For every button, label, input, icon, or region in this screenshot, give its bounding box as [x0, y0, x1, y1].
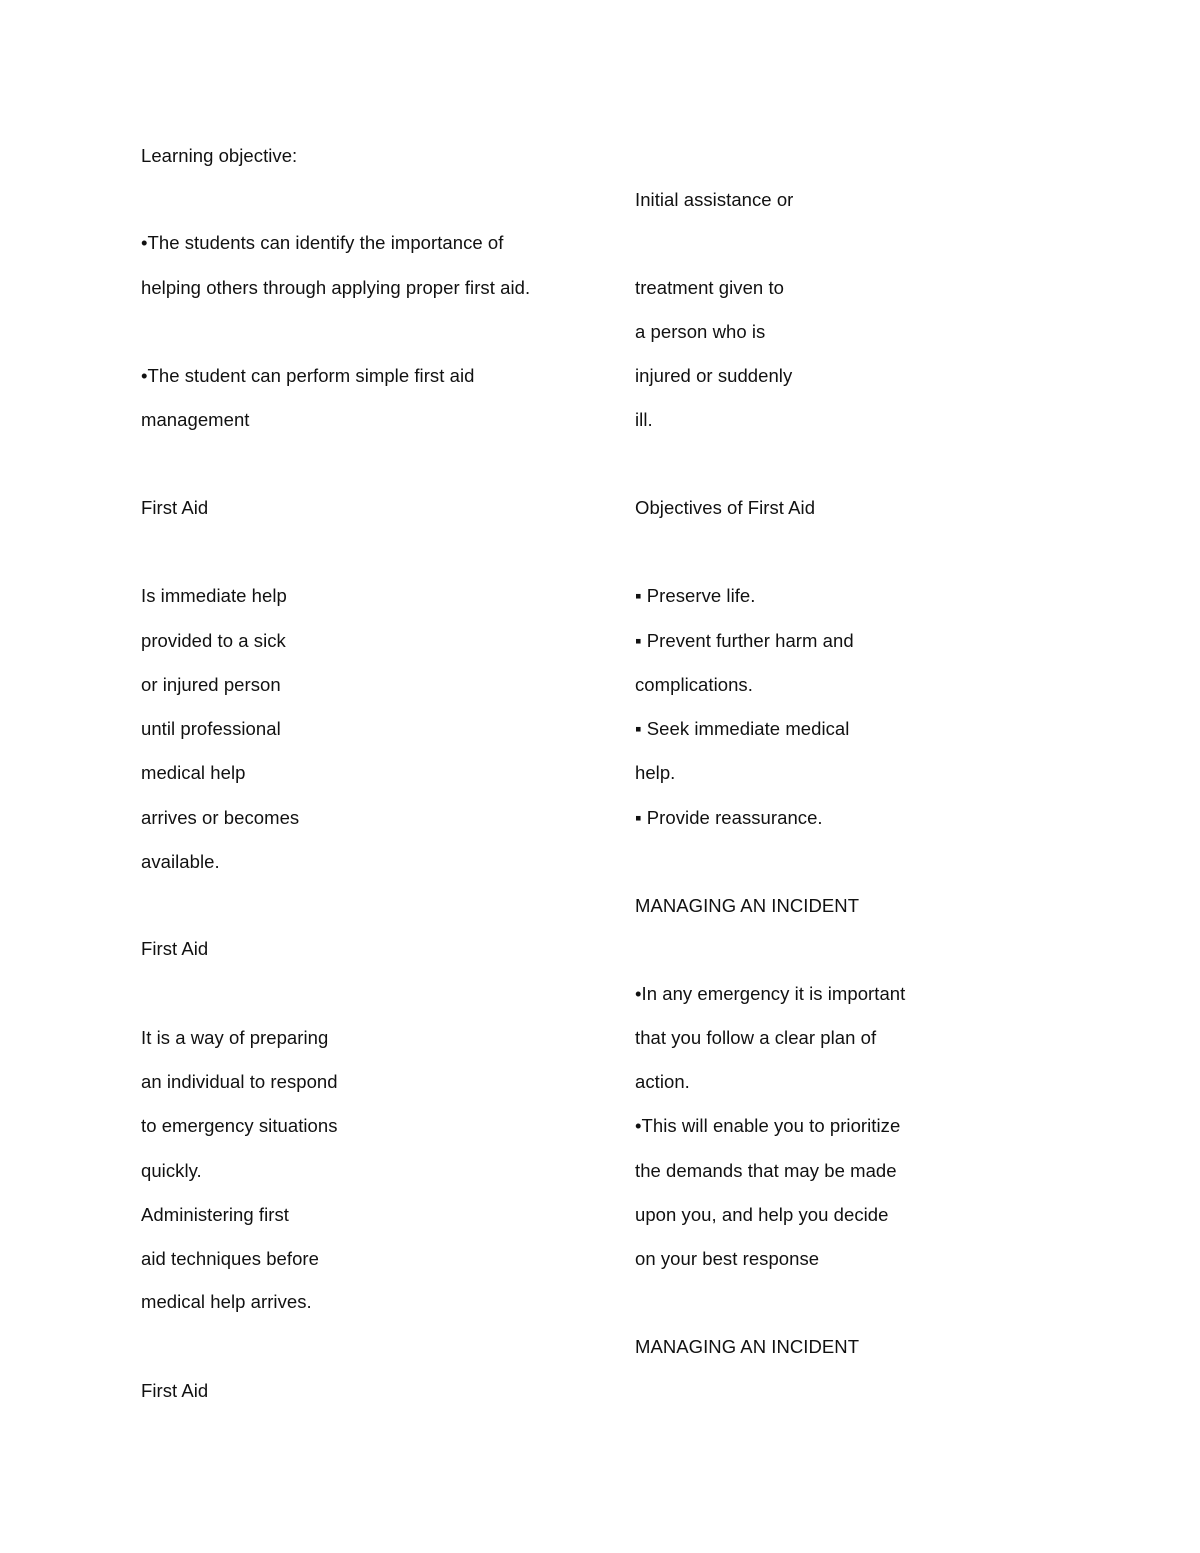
text-line: It is a way of preparing	[141, 1027, 329, 1048]
text-line: treatment given to	[635, 277, 784, 298]
objective-item: ▪ Preserve life.	[635, 585, 756, 606]
text-line: provided to a sick	[141, 630, 286, 651]
incident-bullet-continued: that you follow a clear plan of	[635, 1027, 877, 1048]
right-column	[635, 0, 1105, 1553]
managing-incident-heading-2: MANAGING AN INCIDENT	[635, 1336, 860, 1357]
text-line: medical help arrives.	[141, 1291, 312, 1312]
text-line: ill.	[635, 409, 653, 430]
text-line: or injured person	[141, 674, 281, 695]
text-line: Initial assistance or	[635, 189, 794, 210]
incident-bullet: •This will enable you to prioritize	[635, 1115, 901, 1136]
text-line: until professional	[141, 718, 281, 739]
objective-bullet-1-continued: helping others through applying proper first aid.	[141, 277, 531, 298]
objective-item: ▪ Prevent further harm and	[635, 630, 854, 651]
objective-bullet-2-continued: management	[141, 409, 250, 430]
first-aid-heading-2: First Aid	[141, 938, 209, 959]
text-line: available.	[141, 851, 220, 872]
objective-item-continued: complications.	[635, 674, 753, 695]
first-aid-heading-1: First Aid	[141, 497, 209, 518]
text-line: a person who is	[635, 321, 766, 342]
text-line: an individual to respond	[141, 1071, 338, 1092]
objective-item: ▪ Provide reassurance.	[635, 807, 823, 828]
objective-item-continued: help.	[635, 762, 676, 783]
first-aid-heading-3: First Aid	[141, 1380, 209, 1401]
text-line: injured or suddenly	[635, 365, 793, 386]
text-line: Is immediate help	[141, 585, 287, 606]
text-line: arrives or becomes	[141, 807, 300, 828]
text-line: to emergency situations	[141, 1115, 338, 1136]
incident-bullet-continued: upon you, and help you decide	[635, 1204, 889, 1225]
objective-bullet-2: •The student can perform simple first aid	[141, 365, 475, 386]
managing-incident-heading-1: MANAGING AN INCIDENT	[635, 895, 860, 916]
text-line: Administering first	[141, 1204, 289, 1225]
incident-bullet-continued: on your best response	[635, 1248, 820, 1269]
text-line: quickly.	[141, 1160, 202, 1181]
left-column	[141, 0, 611, 1553]
incident-bullet-continued: action.	[635, 1071, 690, 1092]
incident-bullet: •In any emergency it is important	[635, 983, 906, 1004]
learning-objective-heading: Learning objective:	[141, 145, 298, 166]
objective-bullet-1: •The students can identify the importance of	[141, 232, 504, 253]
objectives-heading: Objectives of First Aid	[635, 497, 816, 518]
text-line: medical help	[141, 762, 246, 783]
objective-item: ▪ Seek immediate medical	[635, 718, 850, 739]
incident-bullet-continued: the demands that may be made	[635, 1160, 897, 1181]
text-line: aid techniques before	[141, 1248, 319, 1269]
